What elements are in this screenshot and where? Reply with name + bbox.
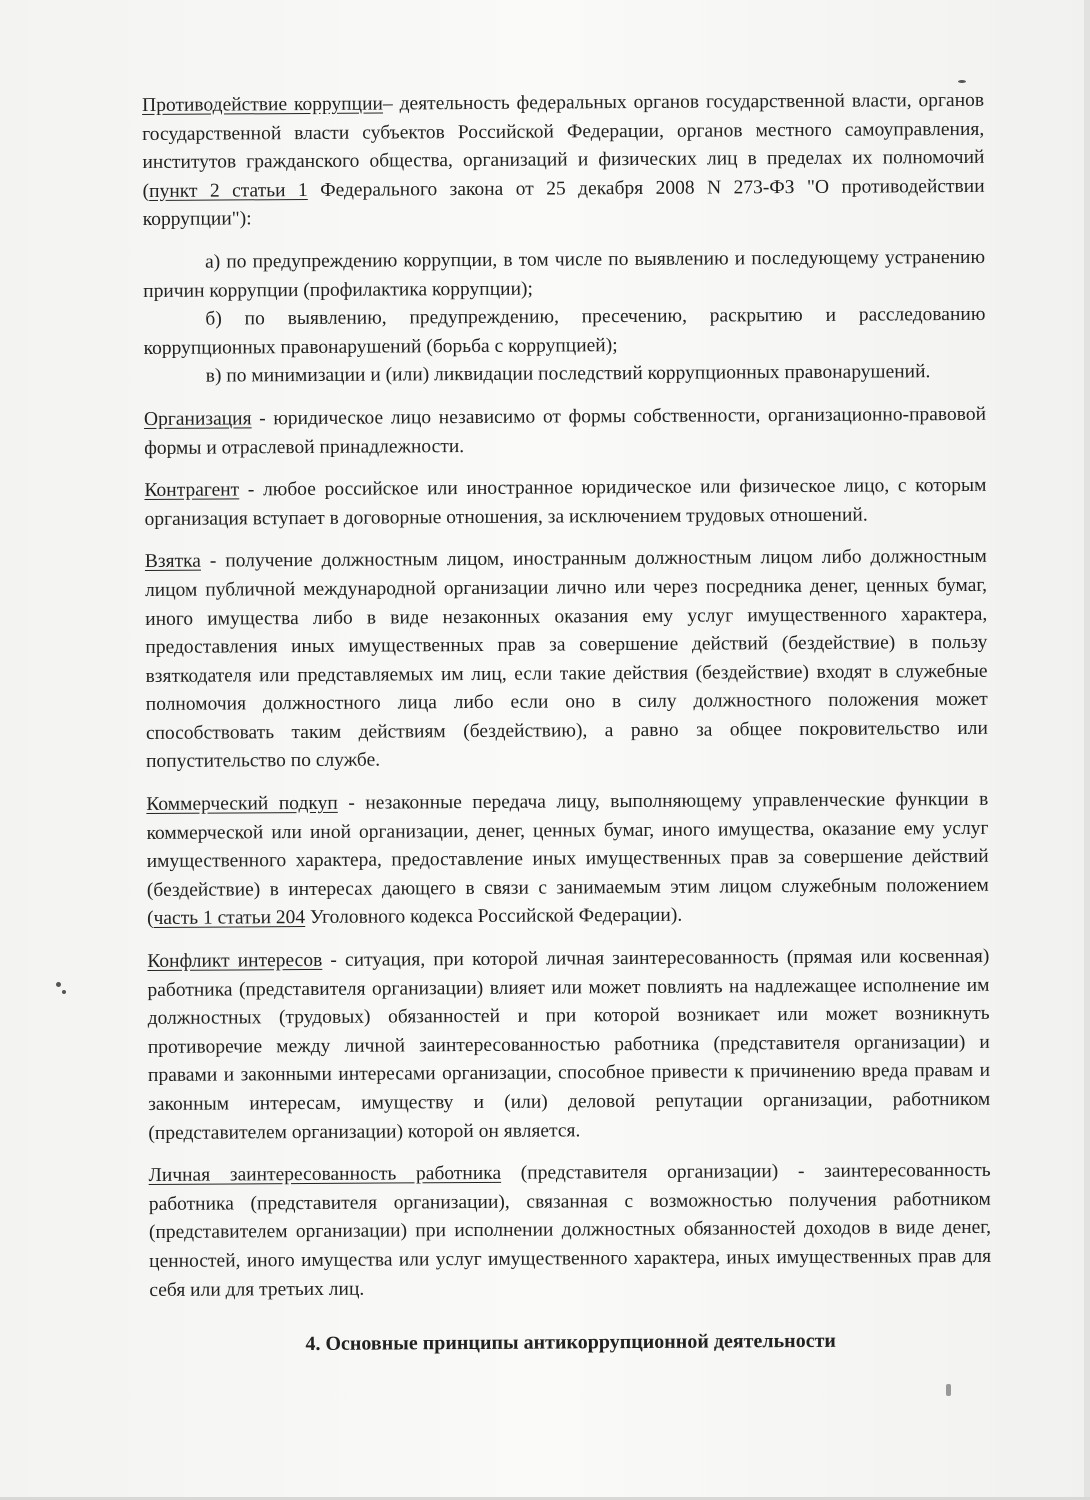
scan-speck	[958, 80, 966, 83]
definition-personal-interest	[149, 1157, 992, 1305]
definition-text: - незаконные передача лицу, выполняющему управленческие функции в коммерческой или иной организации, денег, ценных бумаг, иного имущества, оказание ему услуг имущественного характера, предоставление иных имущественных прав за совершение действий (бездействие) в интересах дающего в связи с занимаемым этим лицом служебным положением (	[146, 788, 989, 930]
definition-corruption-counteraction	[142, 87, 985, 235]
definition-text: (представителя организации) - заинтересованность работника (представителя организации), связанная с возможностью получения работником (представителем организации) при исполнении должностных обязанностей доходов в виде денег, ценностей, иного имущества или услуг имущественного характера, иных имущественных прав для себя или для третьих лиц.	[148, 1160, 992, 1301]
definition-text: - получение должностным лицом, иностранным должностным лицом либо должностным лицом публичной международной организации лично или через посредника денег, ценных бумаг, иного имущества либо в виде незаконных оказания ему услуг имущественного характера, предоставления иных имущественных прав за совершение действий (бездействие) в пользу взяткодателя или представляемых им лиц, если такие действия (бездействие) входят в служебные полномочия должностного лица либо если оно в силу должностного положения может способствовать таким действиям (бездействию), а равно за общее покровительство или попустительство по службе.	[144, 546, 988, 773]
term: Контрагент	[144, 479, 240, 502]
scan-speck	[56, 982, 61, 987]
definition-counterparty	[144, 472, 986, 534]
scan-speck	[62, 990, 66, 994]
term: Коммерческий подкуп	[146, 792, 338, 816]
definition-text: - ситуация, при которой личная заинтересованность (прямая или косвенная) работника (представителя организации) влияет или может повлиять на надлежащее исполнение им должностных (трудовых) обязанностей и при которой возникает или может возникнуть противоречие между личной заинтересованностью работника (представителя организации) и правами и законными интересами организации, способное привести к причинению вреда правам и законным интересам, имуществу и (или) деловой репутации организации, работником (представителем организации) которой он является.	[147, 945, 991, 1144]
definition-text: - юридическое лицо независимо от формы собственности, организационно-правовой формы и отраслевой принадлежности.	[144, 403, 987, 459]
term: Конфликт интересов	[147, 949, 323, 973]
definition-text: – деятельность федеральных органов государственной власти, органов государственной власти субъектов Российской Федерации, органов местного самоуправления, институтов гражданского общества, организаций и физических лиц в пределах их полномочий (	[142, 89, 985, 202]
term: Противодействие коррупции	[142, 93, 384, 116]
definition-organization	[144, 401, 986, 463]
definition-conflict-of-interest	[147, 943, 990, 1148]
section-heading: 4. Основные принципы антикоррупционной деятельности	[305, 1329, 836, 1356]
law-reference-link[interactable]: часть 1 статьи 204	[153, 907, 306, 930]
list-item: б) по выявлению, предупреждению, пресечению, раскрытию и расследованию коррупционных правонарушений (борьба с коррупцией);	[143, 304, 986, 359]
definition-text: Уголовного кодекса Российской Федерации).	[305, 905, 683, 929]
term: Взятка	[144, 550, 201, 573]
law-reference-link[interactable]: пункт 2 статьи 1	[149, 179, 308, 202]
page-edge-shadow	[1084, 0, 1090, 1500]
definition-text: Федерального закона от 25 декабря 2008 N 273-ФЗ "О противодействии коррупции"):	[142, 175, 985, 231]
list-item: а) по предупреждению коррупции, в том числе по выявлению и последующему устранению причин коррупции (профилактика коррупции);	[143, 246, 986, 302]
scan-speck	[946, 1384, 951, 1396]
document-body	[142, 87, 992, 1360]
definition-commercial-bribery	[146, 786, 989, 934]
term: Организация	[143, 408, 252, 430]
definition-text: - любое российское или иностранное юридическое или физическое лицо, с которым организация вступает в договорные отношения, за исключением трудовых отношений.	[144, 474, 987, 530]
definition-bribe	[145, 543, 988, 777]
term: Личная заинтересованность работника	[148, 1163, 502, 1187]
list-item: в) по минимизации и (или) ликвидации последствий коррупционных правонарушений.	[205, 361, 931, 387]
